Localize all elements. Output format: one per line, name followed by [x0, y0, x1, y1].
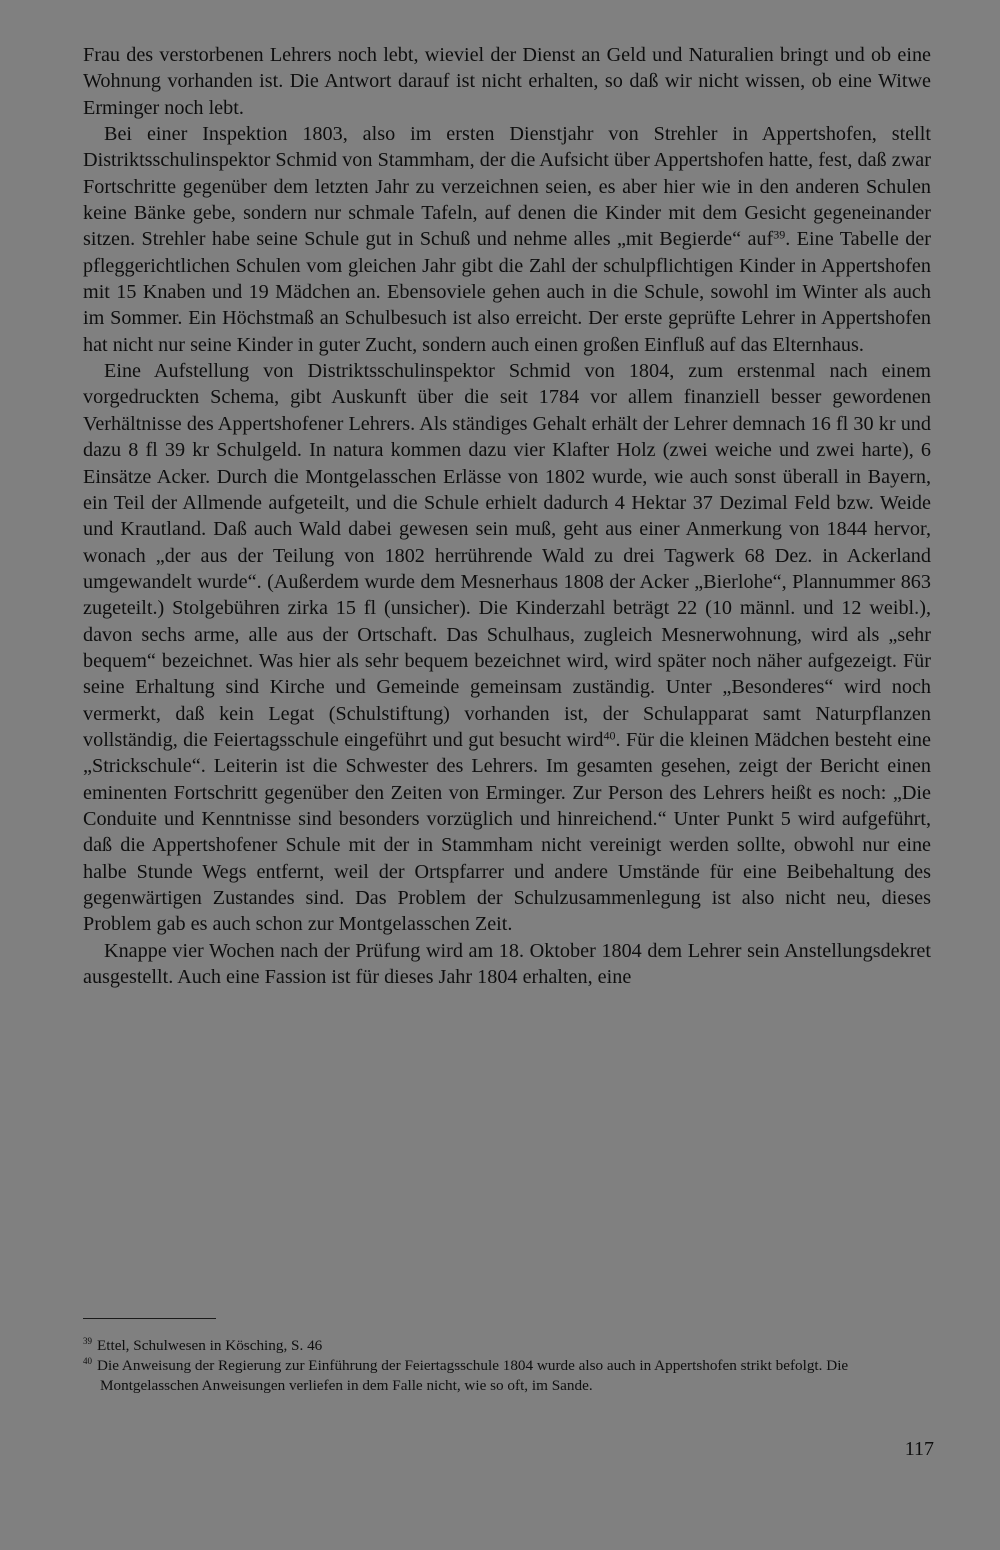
paragraph-1 — [83, 42, 931, 121]
paragraph-text: Knappe vier Wochen nach der Prüfung wird am 18. Oktober 1804 dem Lehrer sein Anstellungsdekret ausgestellt. Auch eine Fassion ist für dieses Jahr 1804 erhalten, eine — [83, 939, 931, 989]
paragraph-text: . Für die kleinen Mädchen besteht eine „Strickschule“. Leiterin ist die Schwester des Lehrers. Im gesamten gesehen, zeigt der Bericht einen eminenten Fortschritt gegenüber den Zeiten von Erminger. Zur Person des Lehrers heißt es noch: „Die Conduite und Kenntnisse sind besonders vorzüglich und hinreichend.“ Unter Punkt 5 wird aufgeführt, daß die Appertshofener Schule mit der in Stammham nicht vereinigt werden sollte, obwohl nur eine halbe Stunde Wegs entfernt, weil der Ortspfarrer und andere Umstände für eine Beibehaltung des gegenwärtigen Zustandes sind. Das Problem der Schulzusammenlegung ist also nicht neu, dieses Problem gab es auch schon zur Montgelasschen Zeit. — [83, 728, 931, 936]
footnote-text: Die Anweisung der Regierung zur Einführung der Feiertagsschule 1804 wurde also auch in Appertshofen strikt befolgt. Die Montgelasschen Anweisungen verliefen in dem Falle nicht, wie so oft, im Sande. — [97, 1357, 849, 1394]
footnote-reference-40: 40 — [603, 728, 616, 743]
paragraph-4 — [83, 938, 931, 991]
page-number: 117 — [904, 1438, 934, 1460]
footnotes — [83, 1336, 931, 1396]
body-text — [83, 42, 931, 990]
paragraph-text: Frau des verstorbenen Lehrers noch lebt, wieviel der Dienst an Geld und Naturalien bringt und ob eine Wohnung vorhanden ist. Die Antwort darauf ist nicht erhalten, so daß wir nicht wissen, ob eine Witwe Erminger noch lebt. — [83, 44, 931, 119]
footnote-mark: 40 — [83, 1355, 92, 1366]
footnote-40 — [83, 1356, 931, 1396]
footnote-mark: 39 — [83, 1335, 92, 1346]
paragraph-3 — [83, 358, 931, 938]
paragraph-text: Bei einer Inspektion 1803, also im ersten Dienstjahr von Strehler in Appertshofen, stellt Distriktsschulinspektor Schmid von Stammham, der die Aufsicht über Appertshofen hatte, fest, daß zwar Fortschritte gegenüber dem letzten Jahr zu verzeichnen seien, es aber hier wie in den anderen Schulen keine Bänke gebe, sondern nur schmale Tafeln, auf denen die Kinder mit dem Gesicht gegeneinander sitzen. Strehler habe seine Schule gut in Schuß und nehme alles „mit Begierde“ auf — [83, 123, 931, 251]
footnote-reference-39: 39 — [773, 227, 786, 242]
paragraph-2 — [83, 121, 931, 358]
paragraph-text: . Eine Tabelle der pfleggerichtlichen Schulen vom gleichen Jahr gibt die Zahl der schulpflichtigen Kinder in Appertshofen mit 15 Knaben und 19 Mädchen an. Ebensoviele gehen auch in die Schule, sowohl im Winter als auch im Sommer. Ein Höchstmaß an Schulbesuch ist also erreicht. Der erste geprüfte Lehrer in Appertshofen hat nicht nur seine Kinder in guter Zucht, sondern auch einen großen Einfluß auf das Elternhaus. — [83, 228, 931, 356]
footnote-divider — [83, 1318, 216, 1319]
paragraph-text: Eine Aufstellung von Distriktsschulinspektor Schmid von 1804, zum erstenmal nach einem vorgedruckten Schema, gibt Auskunft über die seit 1784 vor allem finanziell besser gewordenen Verhältnisse des Appertshofener Lehrers. Als ständiges Gehalt erhält der Lehrer demnach 16 fl 30 kr und dazu 8 fl 39 kr Schulgeld. In natura kommen dazu vier Klafter Holz (zwei weiche und zwei harte), 6 Einsätze Acker. Durch die Montgelasschen Erlässe von 1802 wurde, wie auch sonst überall in Bayern, ein Teil der Allmende aufgeteilt, und die Schule erhielt dadurch 4 Hektar 37 Dezimal Feld bzw. Weide und Krautland. Daß auch Wald dabei gewesen sein muß, geht aus einer Anmerkung von 1844 hervor, wonach „der aus der Teilung von 1802 herrührende Wald zu drei Tagwerk 68 Dez. in Ackerland umgewandelt wurde“. (Außerdem wurde dem Mesnerhaus 1808 der Acker „Bierlohe“, Plannummer 863 zugeteilt.) Stolgebühren zirka 15 fl (unsicher). Die Kinderzahl beträgt 22 (10 männl. und 12 weibl.), davon sechs arme, alle aus der Ortschaft. Das Schulhaus, zugleich Mesnerwohnung, wird als „sehr bequem“ bezeichnet. Was hier als sehr bequem bezeichnet wird, wird später noch näher aufgezeigt. Für seine Erhaltung sind Kirche und Gemeinde gemeinsam zuständig. Unter „Besonderes“ wird noch vermerkt, daß kein Legat (Schulstiftung) vorhanden ist, der Schulapparat samt Naturpflanzen vollständig, die Feiertagsschule eingeführt und gut besucht wird — [83, 360, 931, 751]
footnote-text: Ettel, Schulwesen in Kösching, S. 46 — [97, 1337, 323, 1354]
footnote-39 — [83, 1336, 931, 1356]
